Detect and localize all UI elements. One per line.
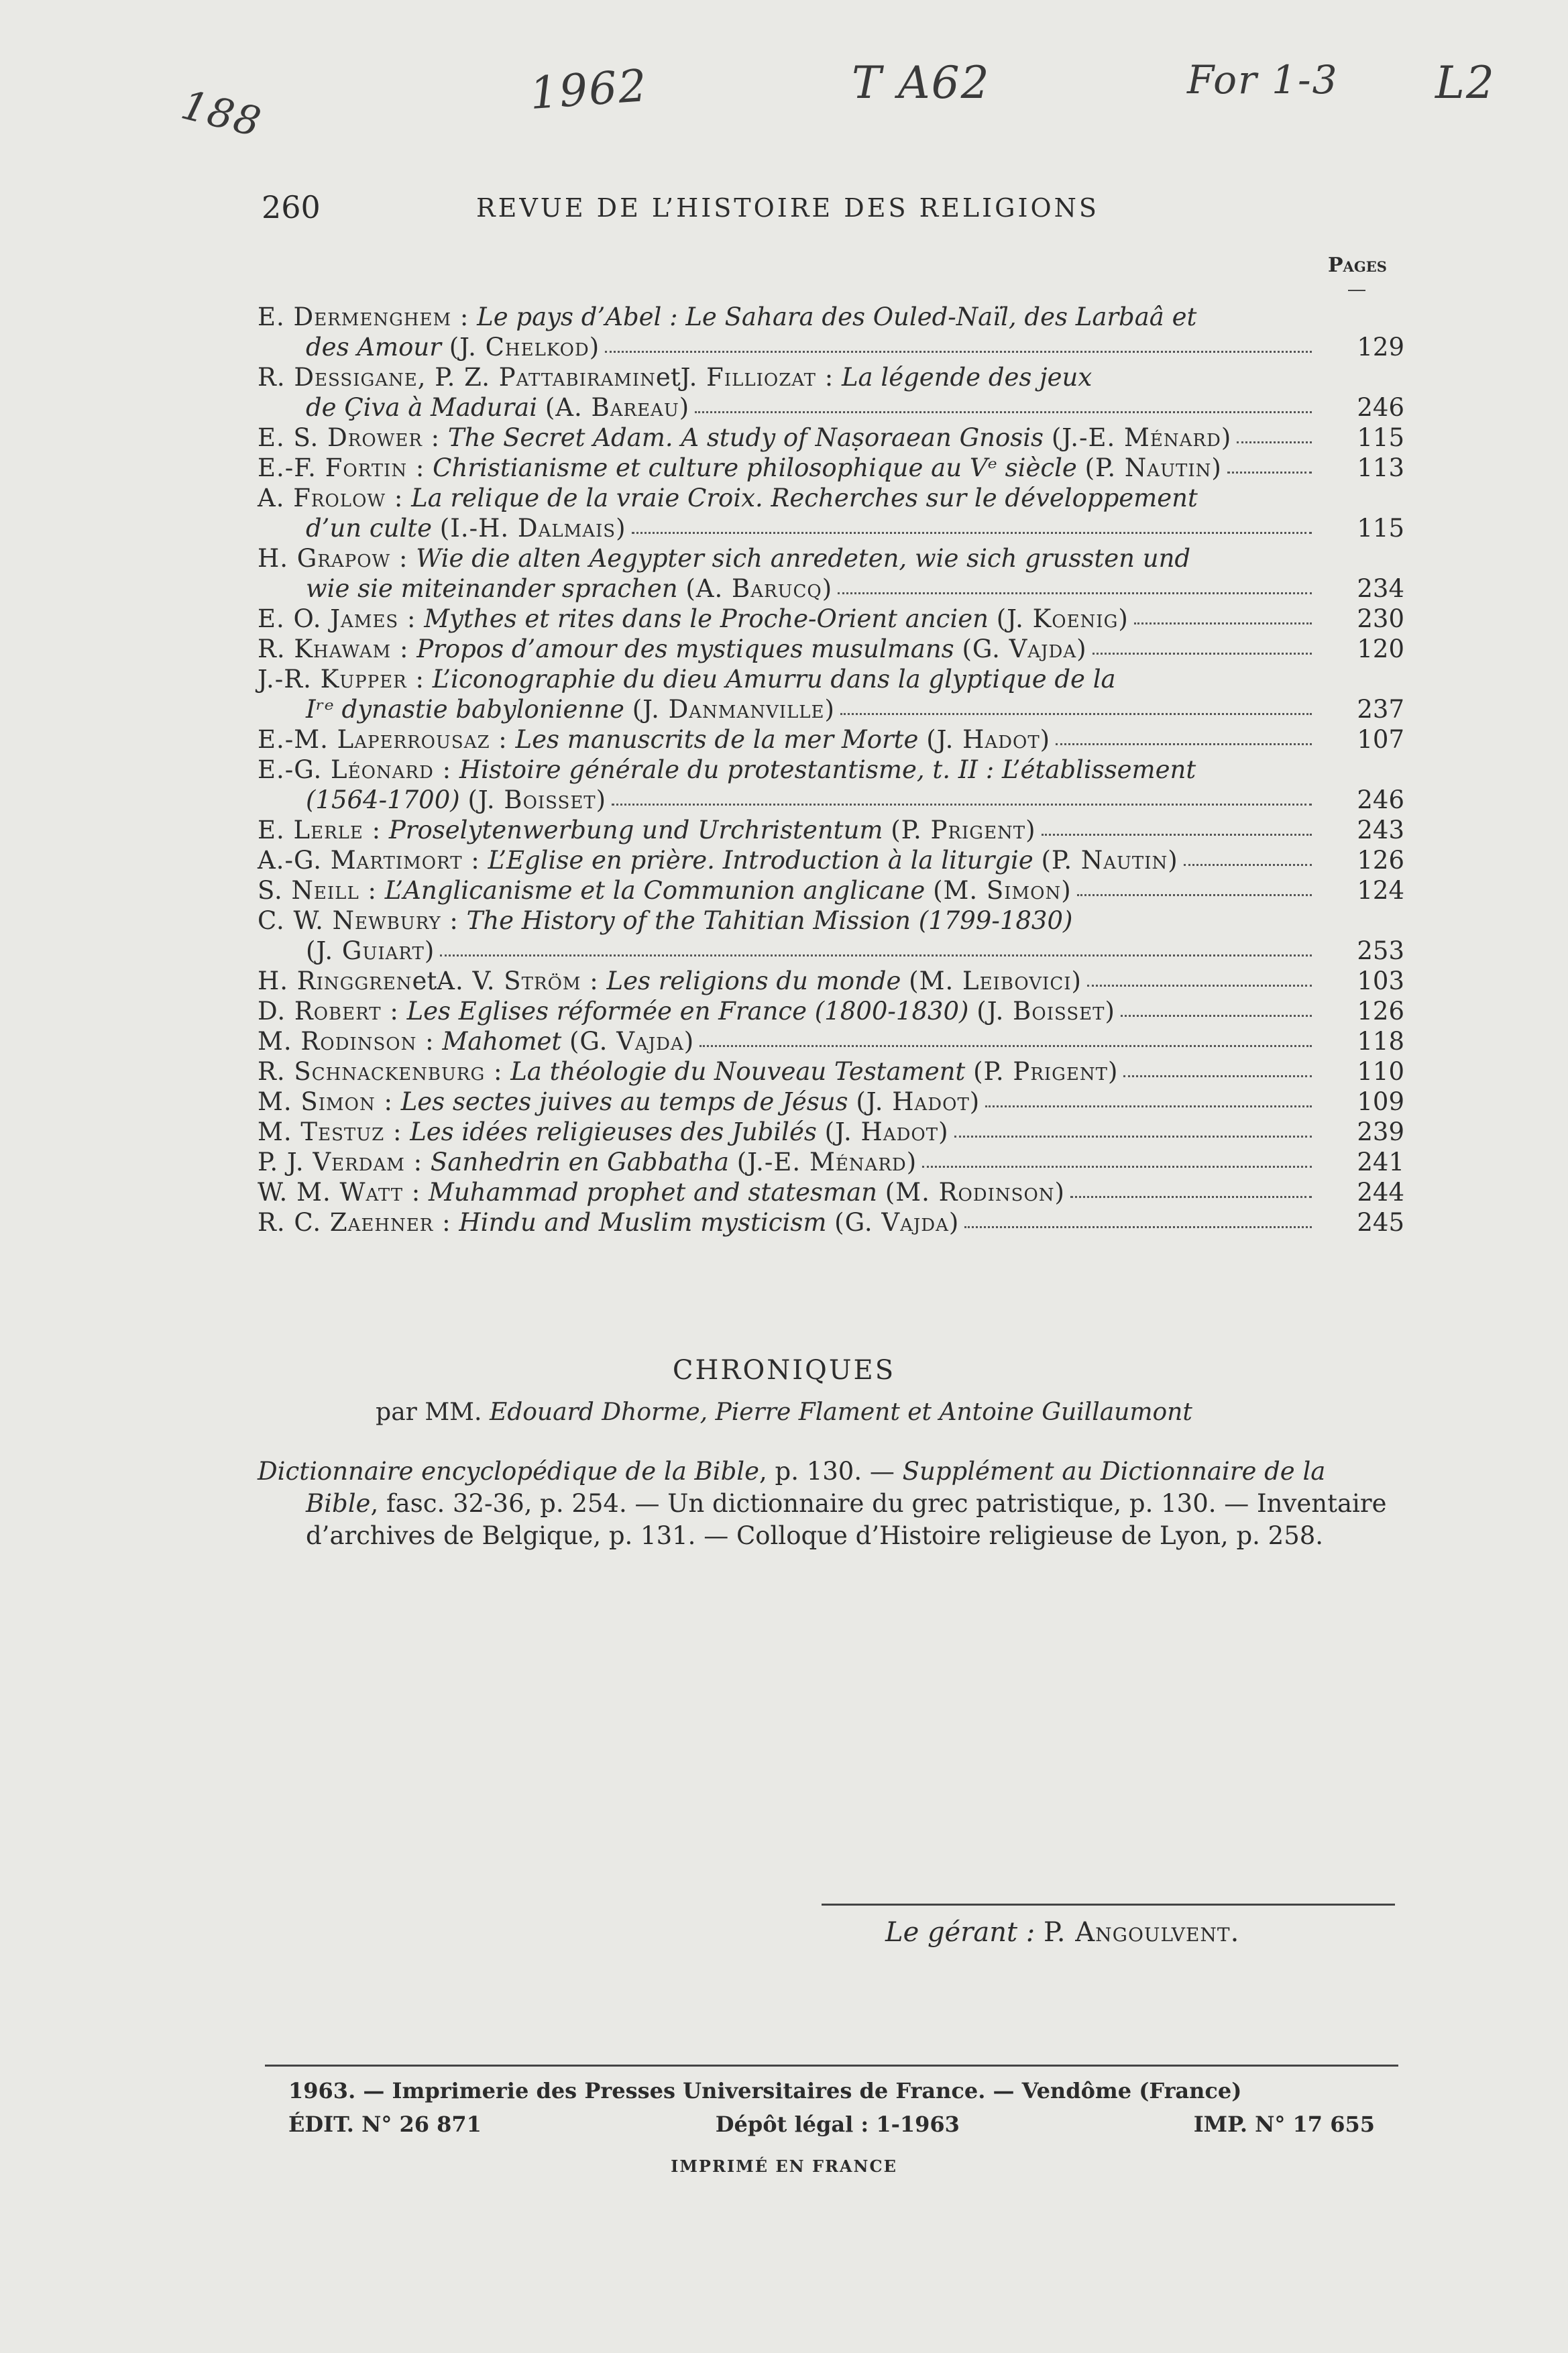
review-title: Christianisme et culture philosophique au Vᵉ siècle bbox=[433, 453, 1077, 482]
review-entry-line bbox=[258, 362, 1404, 392]
review-title: Les manuscrits de la mer Morte bbox=[515, 725, 919, 754]
review-reviewer: (P. Nautin) bbox=[1041, 846, 1178, 875]
review-reviewer: (M. Rodinson) bbox=[885, 1178, 1065, 1207]
review-title: Mahomet bbox=[442, 1027, 562, 1056]
review-author: S. Neill : bbox=[258, 876, 377, 905]
review-reviewer: (J.-E. Ménard) bbox=[736, 1148, 917, 1176]
review-author: A. Frolow : bbox=[258, 484, 404, 512]
review-entry bbox=[258, 815, 1404, 845]
review-entry bbox=[258, 1056, 1404, 1087]
handwritten-note-folio: For 1-3 bbox=[1187, 57, 1339, 103]
review-page-number: 241 bbox=[1357, 1148, 1404, 1176]
dot-leader bbox=[1093, 634, 1312, 655]
review-entry bbox=[258, 604, 1404, 634]
review-entry-continuation bbox=[258, 573, 1404, 604]
review-title: Propos d’amour des mystiques musulmans bbox=[416, 635, 954, 663]
review-title-continued: d’un culte bbox=[306, 514, 433, 543]
review-entry-line bbox=[258, 634, 1404, 664]
review-page-number: 243 bbox=[1357, 816, 1404, 844]
review-title-continued: wie sie miteinander sprachen bbox=[306, 574, 678, 603]
chroniques-item-1-title: Dictionnaire encyclopédique de la Bible bbox=[258, 1457, 759, 1486]
review-entry-continuation bbox=[258, 392, 1404, 423]
review-author: H. Grapow : bbox=[258, 544, 408, 573]
review-page-number: 115 bbox=[1357, 423, 1404, 452]
review-entry-line bbox=[258, 1026, 1404, 1056]
chroniques-body bbox=[258, 1456, 1404, 1552]
chroniques-by-prefix: par MM. bbox=[376, 1399, 482, 1426]
running-header bbox=[262, 189, 1402, 236]
review-title-continued: de Çiva à Madurai bbox=[306, 393, 538, 422]
review-index bbox=[258, 302, 1404, 1238]
review-author-joiner: et bbox=[655, 363, 681, 392]
review-reviewer: (J. Hadot) bbox=[926, 725, 1051, 754]
review-page-number: 124 bbox=[1357, 876, 1404, 905]
pages-column-label: Pages bbox=[1328, 254, 1387, 277]
page-number: 260 bbox=[262, 189, 321, 225]
review-reviewer: (A. Bareau) bbox=[545, 393, 690, 422]
review-title-continued: (1564-1700) bbox=[306, 785, 460, 814]
review-entry bbox=[258, 755, 1404, 815]
imprint-line-2 bbox=[288, 2112, 1375, 2145]
dot-leader bbox=[1056, 724, 1312, 745]
dot-leader bbox=[838, 573, 1312, 594]
review-author: E. Lerle : bbox=[258, 816, 382, 844]
review-page-number: 126 bbox=[1357, 846, 1404, 875]
review-author: P. J. Verdam : bbox=[258, 1148, 423, 1176]
review-reviewer: (G. Vajda) bbox=[834, 1208, 960, 1237]
review-entry-continuation bbox=[258, 936, 1404, 966]
review-entry-line bbox=[258, 724, 1404, 755]
chroniques-paragraph bbox=[258, 1456, 1404, 1552]
review-reviewer: (J. Guiart) bbox=[306, 936, 435, 965]
pages-dash bbox=[1348, 290, 1365, 291]
dot-leader bbox=[964, 1207, 1312, 1228]
review-title: Les religions du monde bbox=[606, 967, 901, 995]
chroniques-item-1-text: , p. 130. — bbox=[759, 1457, 903, 1486]
review-author: R. C. Zaehner : bbox=[258, 1208, 451, 1237]
review-entry bbox=[258, 483, 1404, 543]
review-author: M. Simon : bbox=[258, 1087, 393, 1116]
review-title: Mythes et rites dans le Proche-Orient ancien bbox=[424, 604, 989, 633]
review-title: Proselytenwerbung und Urchristentum bbox=[388, 816, 883, 844]
review-title: Les idées religieuses des Jubilés bbox=[410, 1117, 817, 1146]
review-entry-line bbox=[258, 906, 1404, 936]
review-entry bbox=[258, 1087, 1404, 1117]
review-page-number: 129 bbox=[1357, 333, 1404, 362]
review-reviewer: (G. Vajda) bbox=[962, 635, 1087, 663]
review-entry bbox=[258, 1117, 1404, 1147]
review-reviewer: (P. Prigent) bbox=[891, 816, 1036, 844]
review-entry-line bbox=[258, 875, 1404, 906]
review-entry bbox=[258, 906, 1404, 966]
review-reviewer: (J. Danmanville) bbox=[632, 695, 835, 724]
review-title: Muhammad prophet and statesman bbox=[429, 1178, 877, 1207]
handwritten-note-year: 1962 bbox=[528, 59, 650, 120]
dot-leader bbox=[1070, 1177, 1312, 1198]
review-reviewer: (P. Nautin) bbox=[1084, 453, 1222, 482]
dot-leader bbox=[440, 936, 1312, 956]
dot-leader bbox=[612, 785, 1312, 806]
imprint-footer bbox=[288, 2078, 1375, 2145]
review-entry-line bbox=[258, 996, 1404, 1026]
review-reviewer: (J. Boisset) bbox=[467, 785, 607, 814]
review-entry-continuation bbox=[258, 785, 1404, 815]
gerant-name: P. Angoulvent. bbox=[1043, 1917, 1240, 1948]
review-reviewer: (J.-E. Ménard) bbox=[1051, 423, 1232, 452]
review-author-2: J. Filliozat : bbox=[680, 363, 834, 392]
review-title: L’Anglicanisme et la Communion anglicane bbox=[384, 876, 926, 905]
chroniques-title: CHRONIQUES bbox=[672, 1355, 896, 1386]
review-page-number: 110 bbox=[1357, 1057, 1404, 1086]
review-reviewer: (P. Prigent) bbox=[973, 1057, 1119, 1086]
review-reviewer: (G. Vajda) bbox=[569, 1027, 695, 1056]
dot-leader bbox=[695, 392, 1312, 413]
review-entry bbox=[258, 966, 1404, 996]
review-author: M. Rodinson : bbox=[258, 1027, 435, 1056]
review-author: E. Dermenghem : bbox=[258, 303, 469, 331]
footer-rule bbox=[265, 2065, 1398, 2067]
review-title: Le pays d’Abel : Le Sahara des Ouled-Naïl, des Larbaâ et bbox=[477, 303, 1197, 331]
dot-leader bbox=[1121, 996, 1312, 1017]
review-page-number: 113 bbox=[1357, 453, 1404, 482]
dot-leader bbox=[1042, 815, 1312, 836]
journal-title: REVUE DE L’HISTOIRE DES RELIGIONS bbox=[476, 193, 1099, 223]
handwritten-note-188: 188 bbox=[176, 81, 267, 147]
review-entry-continuation bbox=[258, 513, 1404, 543]
review-page-number: 120 bbox=[1357, 635, 1404, 663]
imprime-en-france: IMPRIMÉ EN FRANCE bbox=[671, 2156, 897, 2176]
review-page-number: 253 bbox=[1357, 936, 1404, 965]
review-entry bbox=[258, 1207, 1404, 1238]
review-page-number: 245 bbox=[1357, 1208, 1404, 1237]
dot-leader bbox=[1123, 1056, 1312, 1077]
gerant-label: Le gérant : bbox=[885, 1917, 1035, 1948]
review-page-number: 239 bbox=[1357, 1117, 1404, 1146]
handwritten-note-code: T A62 bbox=[852, 57, 991, 109]
review-author: E.-G. Léonard : bbox=[258, 755, 452, 784]
dot-leader bbox=[1134, 604, 1312, 624]
review-entry-line bbox=[258, 1117, 1404, 1147]
review-entry-line bbox=[258, 453, 1404, 483]
review-entry bbox=[258, 423, 1404, 453]
review-author: R. Dessigane, P. Z. Pattabiramin bbox=[258, 363, 656, 392]
review-page-number: 246 bbox=[1357, 785, 1404, 814]
review-page-number: 246 bbox=[1357, 393, 1404, 422]
review-page-number: 237 bbox=[1357, 695, 1404, 724]
review-reviewer: (J. Hadot) bbox=[824, 1117, 949, 1146]
review-title: La légende des jeux bbox=[841, 363, 1093, 392]
review-entry-line bbox=[258, 604, 1404, 634]
review-entry-continuation bbox=[258, 694, 1404, 724]
review-entry-line bbox=[258, 1147, 1404, 1177]
review-entry-line bbox=[258, 543, 1404, 573]
review-author: M. Testuz : bbox=[258, 1117, 402, 1146]
review-entry bbox=[258, 1177, 1404, 1207]
review-entry-line bbox=[258, 755, 1404, 785]
chroniques-authors bbox=[0, 1399, 1568, 1426]
review-page-number: 103 bbox=[1357, 967, 1404, 995]
review-title: L’iconographie du dieu Amurru dans la glyptique de la bbox=[432, 665, 1116, 694]
review-author: R. Khawam : bbox=[258, 635, 409, 663]
review-page-number: 109 bbox=[1357, 1087, 1404, 1116]
review-author-joiner: et bbox=[412, 967, 437, 995]
review-title: La théologie du Nouveau Testament bbox=[510, 1057, 966, 1086]
review-entry-line bbox=[258, 1056, 1404, 1087]
review-page-number: 126 bbox=[1357, 997, 1404, 1026]
dot-leader bbox=[922, 1147, 1312, 1168]
review-reviewer: (J. Hadot) bbox=[856, 1087, 981, 1116]
review-entry-line bbox=[258, 423, 1404, 453]
review-entry-line bbox=[258, 1087, 1404, 1117]
handwritten-note-l2: L2 bbox=[1435, 57, 1496, 109]
review-author: R. Schnackenburg : bbox=[258, 1057, 503, 1086]
review-author: J.-R. Kupper : bbox=[258, 665, 425, 694]
dot-leader bbox=[605, 332, 1312, 353]
review-entry bbox=[258, 1147, 1404, 1177]
review-reviewer: (M. Leibovici) bbox=[909, 967, 1082, 995]
dot-leader bbox=[840, 694, 1312, 715]
review-title: Les Eglises réformée en France (1800-1830) bbox=[406, 997, 969, 1026]
review-entry bbox=[258, 362, 1404, 423]
review-title: Les sectes juives au temps de Jésus bbox=[400, 1087, 848, 1116]
review-entry-line bbox=[258, 302, 1404, 332]
imprint-imp-number: IMP. N° 17 655 bbox=[1193, 2112, 1375, 2137]
dot-leader bbox=[632, 513, 1312, 534]
review-author: A.-G. Martimort : bbox=[258, 846, 480, 875]
review-author: E. S. Drower : bbox=[258, 423, 441, 452]
review-page-number: 115 bbox=[1357, 514, 1404, 543]
imprint-printer: 1963. — Imprimerie des Presses Universitaires de France. — Vendôme (France) bbox=[288, 2078, 1242, 2103]
review-entry-line bbox=[258, 483, 1404, 513]
imprint-line-1 bbox=[288, 2078, 1375, 2112]
review-entry bbox=[258, 664, 1404, 724]
review-title: La relique de la vraie Croix. Recherches sur le développement bbox=[411, 484, 1198, 512]
review-entry bbox=[258, 875, 1404, 906]
review-entry bbox=[258, 1026, 1404, 1056]
dot-leader bbox=[1184, 845, 1312, 866]
review-author-2: A. V. Ström : bbox=[437, 967, 599, 995]
review-entry bbox=[258, 453, 1404, 483]
review-reviewer: (J. Chelkod) bbox=[449, 333, 600, 362]
review-author: E.-M. Laperrousaz : bbox=[258, 725, 508, 754]
gerant-rule bbox=[822, 1904, 1395, 1906]
review-reviewer: (J. Koenig) bbox=[996, 604, 1129, 633]
review-author: W. M. Watt : bbox=[258, 1178, 421, 1207]
dot-leader bbox=[985, 1087, 1312, 1107]
review-title: The Secret Adam. A study of Naṣoraean Gnosis bbox=[447, 423, 1044, 452]
review-entry-line bbox=[258, 664, 1404, 694]
review-title: Sanhedrin en Gabbatha bbox=[430, 1148, 729, 1176]
review-entry-continuation bbox=[258, 332, 1404, 362]
review-author: D. Robert : bbox=[258, 997, 399, 1026]
review-entry bbox=[258, 845, 1404, 875]
review-title: Wie die alten Aegypter sich anredeten, wie sich grussten und bbox=[416, 544, 1191, 573]
chroniques-by-names: Edouard Dhorme, Pierre Flament et Antoine Guillaumont bbox=[489, 1399, 1192, 1426]
imprint-depot-legal: Dépôt légal : 1-1963 bbox=[715, 2112, 960, 2137]
gerant-line bbox=[885, 1917, 1239, 1948]
review-entry-line bbox=[258, 966, 1404, 996]
chroniques-item-2-title: Supplément au Dictionnaire de la Bible bbox=[306, 1457, 1326, 1518]
review-reviewer: (I.-H. Dalmais) bbox=[439, 514, 626, 543]
dot-leader bbox=[699, 1026, 1312, 1047]
dot-leader bbox=[954, 1117, 1312, 1138]
review-title: The History of the Tahitian Mission (1799-1830) bbox=[466, 906, 1073, 935]
review-entry bbox=[258, 543, 1404, 604]
review-title-continued: des Amour bbox=[306, 333, 441, 362]
review-entry bbox=[258, 302, 1404, 362]
review-entry-line bbox=[258, 1177, 1404, 1207]
review-entry bbox=[258, 724, 1404, 755]
review-entry-line bbox=[258, 815, 1404, 845]
review-page-number: 244 bbox=[1357, 1178, 1404, 1207]
review-page-number: 230 bbox=[1357, 604, 1404, 633]
review-title: Hindu and Muslim mysticism bbox=[459, 1208, 827, 1237]
review-entry bbox=[258, 634, 1404, 664]
review-reviewer: (M. Simon) bbox=[933, 876, 1072, 905]
review-page-number: 234 bbox=[1357, 574, 1404, 603]
review-reviewer: (J. Boisset) bbox=[976, 997, 1115, 1026]
review-page-number: 118 bbox=[1357, 1027, 1404, 1056]
review-title: Histoire générale du protestantisme, t. II : L’établissement bbox=[459, 755, 1196, 784]
dot-leader bbox=[1087, 966, 1312, 987]
imprint-edit-number: ÉDIT. N° 26 871 bbox=[288, 2112, 482, 2137]
review-entry-line bbox=[258, 845, 1404, 875]
review-entry-line bbox=[258, 1207, 1404, 1238]
dot-leader bbox=[1077, 875, 1312, 896]
review-title: L’Eglise en prière. Introduction à la liturgie bbox=[488, 846, 1033, 875]
review-title-continued: Iʳᵉ dynastie babylonienne bbox=[306, 695, 624, 724]
review-author: C. W. Newbury : bbox=[258, 906, 459, 935]
chroniques-item-2-text: , fasc. 32-36, p. 254. — Un dictionnaire du grec patristique, p. 130. — Inventaire d’archives de Belgique, p. 131. — Colloque d’Histoire religieuse de Lyon, p. 258. bbox=[306, 1489, 1387, 1550]
dot-leader bbox=[1227, 453, 1312, 474]
review-page-number: 107 bbox=[1357, 725, 1404, 754]
review-author: E.-F. Fortin : bbox=[258, 453, 425, 482]
review-author: E. O. James : bbox=[258, 604, 416, 633]
review-author: H. Ringgren bbox=[258, 967, 412, 995]
dot-leader bbox=[1237, 423, 1312, 443]
review-reviewer: (A. Barucq) bbox=[685, 574, 833, 603]
review-entry bbox=[258, 996, 1404, 1026]
